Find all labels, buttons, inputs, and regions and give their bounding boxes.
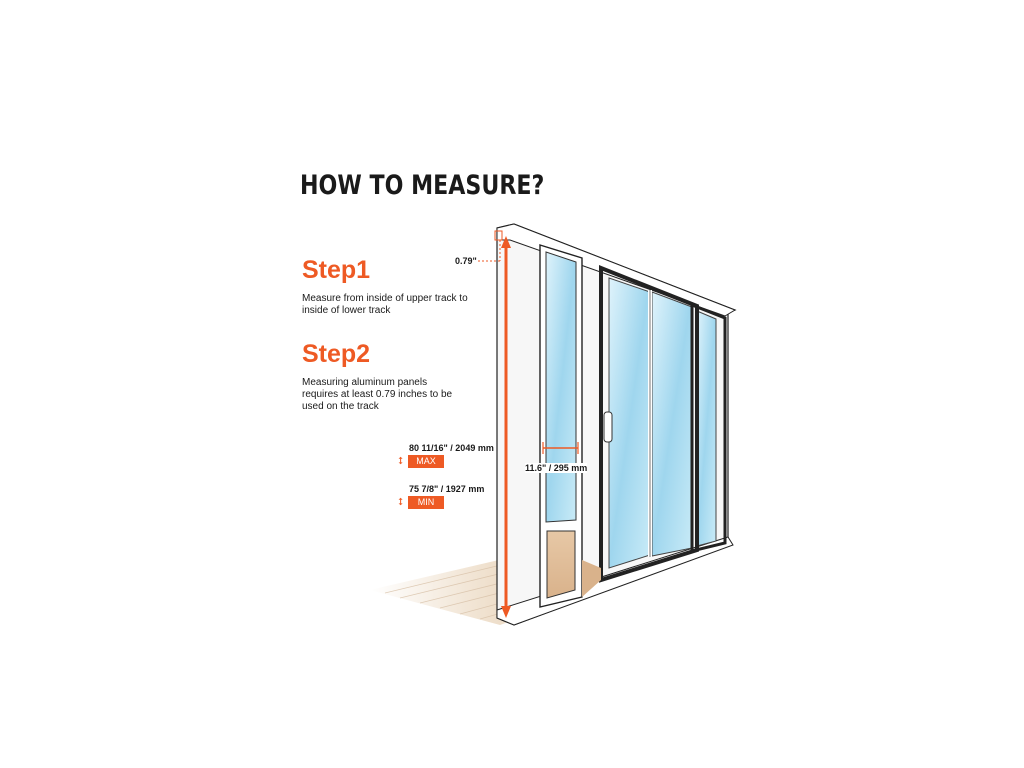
glass-panel-right-1	[609, 278, 650, 568]
top-gap-label: 0.79"	[455, 256, 477, 266]
min-arrow-icon: ⭥	[398, 497, 404, 508]
min-badge: MIN	[408, 496, 444, 509]
step2-title: Step2	[302, 340, 371, 368]
pet-door-flap	[547, 531, 575, 598]
step2-description: Measuring aluminum panels requires at least 0.79 inches to be used on the track	[302, 377, 453, 412]
pet-door-glass	[546, 252, 576, 522]
step1-title: Step1	[302, 256, 371, 284]
panel-width-label: 11.6" / 295 mm	[525, 463, 588, 473]
glass-panel-right-2	[652, 292, 692, 556]
step1-description: Measure from inside of upper track to inside of lower track	[302, 293, 468, 316]
min-dimension: 75 7/8" / 1927 mm	[409, 484, 485, 494]
glass-panel-right-3	[697, 311, 716, 546]
door-handle	[604, 412, 612, 442]
max-arrow-icon: ⭥	[398, 456, 404, 467]
max-badge: MAX	[408, 455, 444, 468]
page-title: HOW TO MEASURE?	[300, 170, 545, 201]
max-dimension: 80 11/16" / 2049 mm	[409, 443, 494, 453]
